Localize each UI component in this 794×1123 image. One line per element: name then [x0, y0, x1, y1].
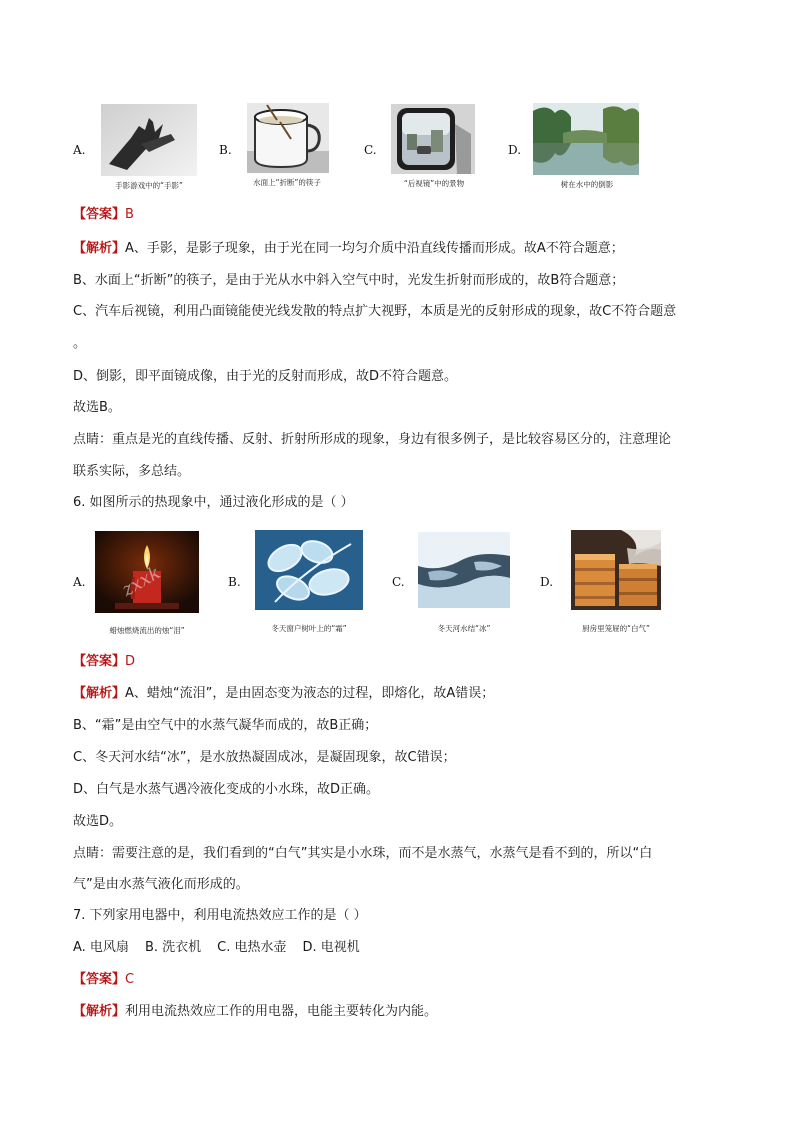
- analysis-text: 利用电流热效应工作的用电器，电能主要转化为内能。: [125, 1004, 438, 1019]
- q6-option-a-caption: 蜡烛燃烧流出的烛“泪”: [109, 626, 185, 635]
- q5-option-a-caption: 手影游戏中的“手影”: [115, 181, 183, 190]
- q6-option-a-label: A.: [73, 575, 86, 589]
- q6-analysis-line-2: B、“霜”是由空气中的水蒸气凝华而成的，故B正确；: [73, 718, 378, 733]
- q6-option-d-label: D.: [540, 575, 554, 589]
- q6-analysis-line-3: C、冬天河水结“冰”，是水放热凝固成冰，是凝固现象，故C错误；: [73, 750, 456, 765]
- tree-reflection-image: [533, 103, 639, 175]
- q7-analysis: [73, 1003, 437, 1021]
- q6-analysis-line-5: 故选D。: [73, 814, 123, 829]
- answer-tag: 【答案】: [73, 654, 126, 669]
- q6-option-c-caption: 冬天河水结“冰”: [437, 624, 491, 633]
- q5-option-b-caption: 水面上“折断”的筷子: [253, 178, 321, 187]
- q6-analysis-line-6: 点睛：需要注意的是，我们看到的“白气”其实是小水珠，而不是水蒸气，水蒸气是看不到的，所以“白: [73, 846, 653, 861]
- q5-option-d-label: D.: [508, 143, 522, 157]
- frozen-river-image: [418, 532, 510, 608]
- q5-analysis-line-2: B、水面上“折断”的筷子，是由于光从水中斜入空气中时，光发生折射而形成的，故B符合题意；: [73, 273, 625, 288]
- q7-choice-b: B. 洗衣机: [144, 940, 202, 955]
- analysis-tag: 【解析】: [73, 686, 126, 701]
- q5-analysis-line-8: 联系实际，多总结。: [73, 464, 191, 479]
- q7-choice-a: A. 电风扇: [73, 940, 129, 955]
- answer-value: C: [125, 972, 135, 987]
- q6-question: 6. 如图所示的热现象中，通过液化形成的是（ ）: [73, 495, 354, 510]
- analysis-tag: 【解析】: [73, 1004, 126, 1019]
- q7-choices: [73, 939, 360, 957]
- frost-leaves-image: [255, 530, 363, 610]
- q5-analysis-line-4: 。: [73, 336, 87, 351]
- cup-chopstick-image: [247, 103, 329, 173]
- q6-answer: [73, 653, 135, 671]
- answer-value: D: [125, 654, 136, 669]
- q7-answer: [73, 971, 134, 989]
- q5-option-c-label: C.: [364, 143, 377, 157]
- q5-analysis-line-6: 故选B。: [73, 400, 121, 415]
- q5-answer: [73, 206, 134, 224]
- q5-analysis-line-7: 点睛：重点是光的直线传播、反射、折射所形成的现象，身边有很多例子，是比较容易区分的，注意理论: [73, 432, 672, 447]
- q6-analysis-line-1: [73, 685, 494, 703]
- q6-option-d-caption: 厨房里笼屉的“白气”: [582, 624, 650, 633]
- q5-option-c-caption: “后视镜”中的景物: [403, 179, 465, 188]
- q6-option-b-caption: 冬天窗户树叶上的“霜”: [271, 624, 347, 633]
- hand-shadow-image: [101, 104, 197, 176]
- q7-question: 7. 下列家用电器中，利用电流热效应工作的是（ ）: [73, 908, 367, 923]
- analysis-text: A、蜡烛“流泪”，是由固态变为液态的过程，即熔化，故A错误；: [125, 686, 495, 701]
- analysis-text: A、手影，是影子现象，由于光在同一均匀介质中沿直线传播而形成。故A不符合题意；: [125, 241, 624, 256]
- analysis-tag: 【解析】: [73, 241, 126, 256]
- answer-value: B: [125, 207, 134, 222]
- answer-tag: 【答案】: [73, 972, 126, 987]
- rearview-mirror-image: [391, 104, 475, 174]
- steamer-image: [571, 530, 661, 610]
- q5-option-b-label: B.: [219, 143, 232, 157]
- answer-tag: 【答案】: [73, 207, 126, 222]
- q7-choice-c: C. 电热水壶: [217, 940, 287, 955]
- q6-analysis-line-4: D、白气是水蒸气遇冷液化变成的小水珠，故D正确。: [73, 782, 380, 797]
- q5-option-d-caption: 树在水中的倒影: [560, 180, 614, 189]
- q7-choice-d: D. 电视机: [302, 940, 360, 955]
- q6-analysis-line-7: 气”是由水蒸气液化而形成的。: [73, 877, 249, 892]
- watermark-text: zxxk: [118, 562, 165, 601]
- q5-option-a-label: A.: [73, 143, 86, 157]
- q5-analysis-line-3: C、汽车后视镜，利用凸面镜能使光线发散的特点扩大视野，本质是光的反射形成的现象，故C不符合题意: [73, 304, 677, 319]
- q5-analysis-line-1: [73, 240, 624, 258]
- q6-option-b-label: B.: [228, 575, 241, 589]
- q6-option-c-label: C.: [392, 575, 405, 589]
- candle-image: [95, 531, 199, 613]
- q5-analysis-line-5: D、倒影，即平面镜成像，由于光的反射而形成，故D不符合题意。: [73, 369, 458, 384]
